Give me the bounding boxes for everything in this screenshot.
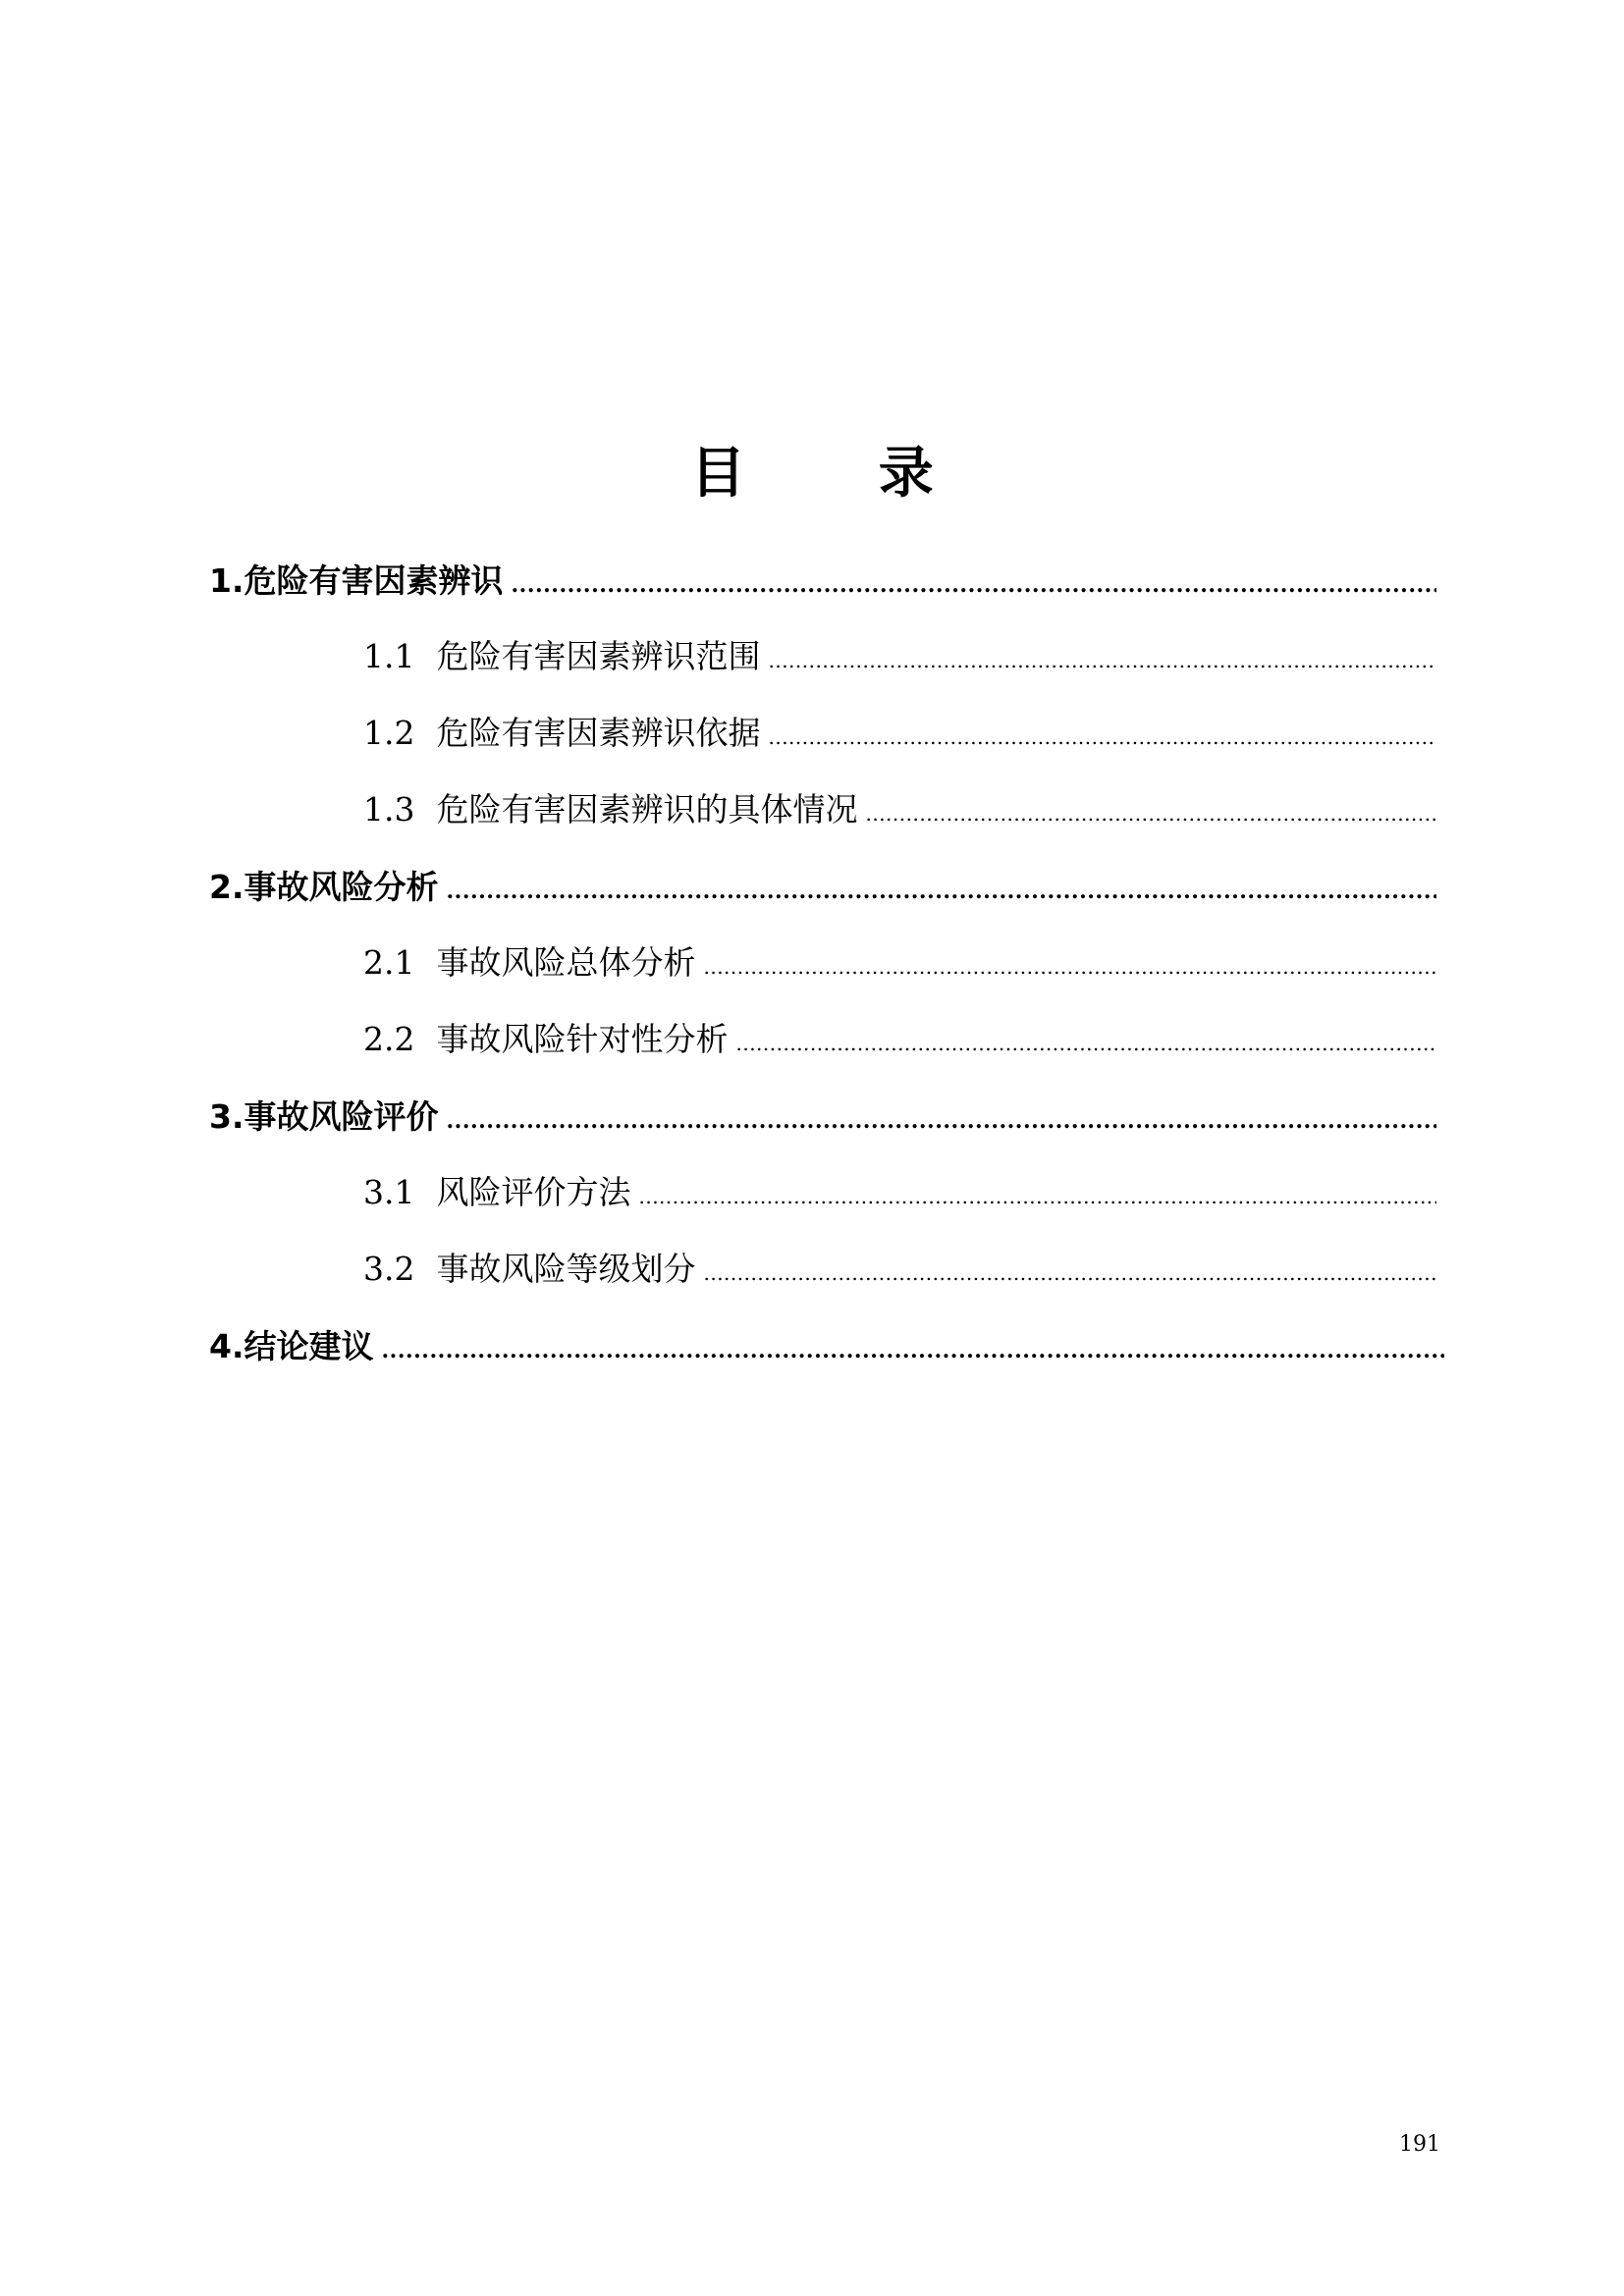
toc-entry-number: 3.2 [363,1250,415,1288]
dot-leader [735,1020,1436,1063]
toc-entry-number: 1.3 [363,790,415,828]
toc-entry-label: 风险评价方法 [436,1173,631,1211]
dot-leader [512,561,1437,605]
toc-entry-1-3[interactable] [363,786,1436,833]
dot-leader [638,1173,1436,1216]
dot-leader [703,943,1436,987]
dot-leader [865,790,1436,833]
toc-entry-label: 事故风险评价 [244,1097,439,1136]
toc-entry-label: 危险有害因素辨识 [244,561,504,600]
dot-leader [447,1097,1437,1141]
toc-entry-label: 事故风险针对性分析 [436,1020,729,1058]
dot-leader [447,868,1437,911]
toc-entry-number: 2.1 [363,943,415,982]
toc-entry-number: 4. [209,1327,244,1365]
toc-entry-number: 1.1 [363,637,415,675]
toc-entry-label: 事故风险等级划分 [436,1250,696,1288]
toc-entry-2[interactable] [209,864,1436,911]
toc-entry-1-2[interactable] [363,710,1436,757]
toc-entry-number: 3.1 [363,1173,415,1211]
toc-entry-3-2[interactable] [363,1246,1436,1293]
toc-entry-3[interactable] [209,1094,1436,1141]
dot-leader [768,714,1436,757]
toc-entry-label: 危险有害因素辨识的具体情况 [436,790,858,828]
toc-entry-number: 3. [209,1097,244,1136]
toc-entry-3-1[interactable] [363,1169,1436,1216]
toc-entry-label: 事故风险分析 [244,868,439,906]
toc-entry-label: 危险有害因素辨识范围 [436,637,761,675]
toc-title: 目 录 [690,442,991,506]
toc-entry-number: 2.2 [363,1020,415,1058]
toc-entry-1-1[interactable] [363,633,1436,680]
toc-entry-label: 危险有害因素辨识依据 [436,714,761,752]
toc-entry-number: 2. [209,868,244,906]
page-number: 191 [1399,2132,1440,2157]
dot-leader [768,637,1436,680]
toc-entry-4[interactable] [209,1323,1444,1370]
toc-entry-2-1[interactable] [363,939,1436,987]
toc-entry-label: 事故风险总体分析 [436,943,696,982]
toc-entry-2-2[interactable] [363,1016,1436,1063]
toc-entry-number: 1.2 [363,714,415,752]
toc-entry-1[interactable] [209,558,1436,605]
toc-entry-number: 1. [209,561,244,600]
dot-leader [703,1250,1436,1293]
toc-entry-label: 结论建议 [244,1327,374,1365]
dot-leader [382,1327,1445,1370]
